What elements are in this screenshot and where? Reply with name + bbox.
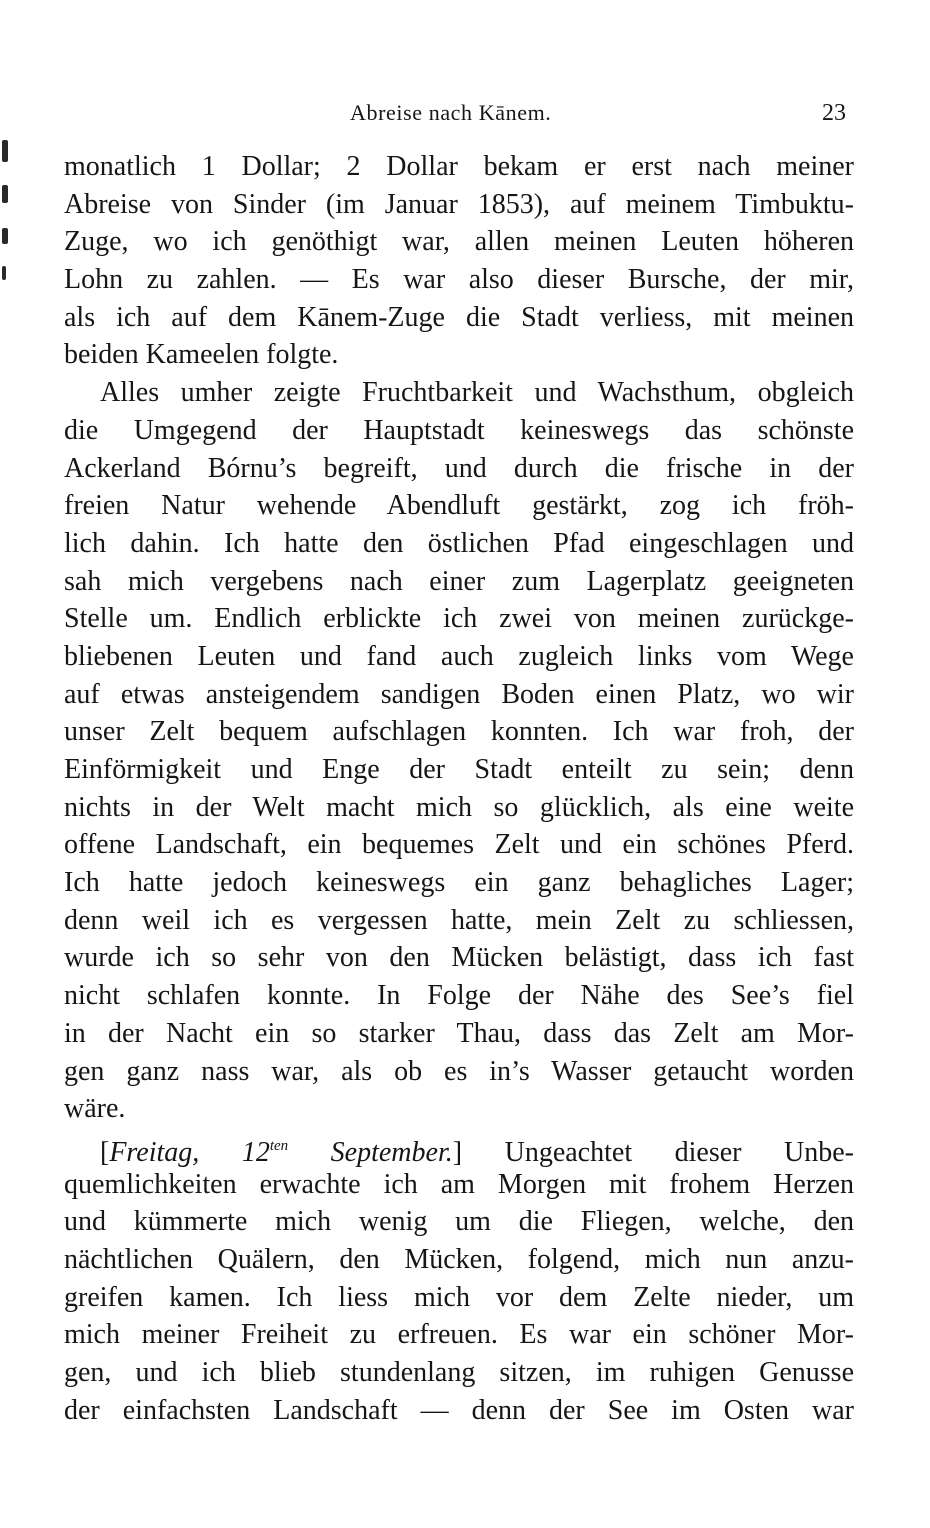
text-line: und kümmerte mich wenig um die Fliegen, welche, den xyxy=(64,1206,854,1238)
text-line: mich meiner Freiheit zu erfreuen. Es war ein schöner Mor- xyxy=(64,1319,854,1351)
text-line: freien Natur wehende Abendluft gestärkt, zog ich fröh- xyxy=(64,490,854,522)
text-line: Stelle um. Endlich erblickte ich zwei von meinen zurückge- xyxy=(64,603,854,635)
text-line: sah mich vergebens nach einer zum Lagerplatz geeigneten xyxy=(64,565,854,597)
scan-margin-mark xyxy=(2,140,8,162)
dateline-num: 12 xyxy=(241,1136,270,1168)
dateline xyxy=(100,1137,462,1168)
bracket-open: [ xyxy=(100,1136,110,1168)
text-line: Abreise von Sinder (im Januar 1853), auf meinem Timbuktu- xyxy=(64,188,854,220)
text-line: Einförmigkeit und Enge der Stadt enteilt zu sein; denn xyxy=(64,754,854,785)
paragraph xyxy=(64,374,854,1128)
text-line: Ackerland Bórnu’s begreift, und durch die frische in der xyxy=(64,452,854,484)
text-line: Lohn zu zahlen. — Es war also dieser Bursche, der mir, xyxy=(64,264,854,296)
text-line: gen ganz nass war, als ob es in’s Wasser getaucht worden xyxy=(64,1055,854,1087)
dateline-suffix: ten xyxy=(269,1137,289,1154)
text-line: nicht schlafen konnte. In Folge der Nähe des See’s fiel xyxy=(64,980,854,1012)
text-line: gen, und ich blieb stundenlang sitzen, im ruhigen Genusse xyxy=(64,1357,854,1388)
text-line: Ich hatte jedoch keineswegs ein ganz behagliches Lager; xyxy=(64,867,854,899)
text-line: der einfachsten Landschaft — denn der See im Osten war xyxy=(64,1394,854,1426)
text-line: nichts in der Welt macht mich so glücklich, als eine weite xyxy=(64,791,854,823)
text-line: bliebenen Leuten und fand auch zugleich links vom Wege xyxy=(64,640,854,672)
text-line: Zuge, wo ich genöthigt war, allen meinen Leuten höheren xyxy=(64,226,854,258)
bracket-close: ] xyxy=(452,1136,463,1168)
dateline-line xyxy=(64,1128,854,1166)
dateline-day: Freitag, xyxy=(109,1136,200,1168)
text-line: greifen kamen. Ich liess mich vor dem Zelte nieder, um xyxy=(64,1281,854,1313)
text-line: in der Nacht ein so starker Thau, dass das Zelt am Mor- xyxy=(64,1017,854,1049)
text-line: lich dahin. Ich hatte den östlichen Pfad eingeschlagen und xyxy=(64,527,854,559)
text-line: Alles umher zeigte Fruchtbarkeit und Wachsthum, obgleich xyxy=(100,377,854,409)
text-line: die Umgegend der Hauptstadt keineswegs das schönste xyxy=(64,414,854,446)
text-line: quemlichkeiten erwachte ich am Morgen mit frohem Herzen xyxy=(64,1168,854,1200)
text-line: offene Landschaft, ein bequemes Zelt und ein schönes Pferd. xyxy=(64,829,854,861)
text-line: beiden Kameelen folgte. xyxy=(64,339,339,371)
scan-margin-mark xyxy=(2,228,8,244)
paragraph xyxy=(64,148,854,374)
page-number: 23 xyxy=(822,100,846,126)
text-line: unser Zelt bequem aufschlagen konnten. Ich war froh, der xyxy=(64,716,854,748)
text-line: wurde ich so sehr von den Mücken belästigt, dass ich fast xyxy=(64,942,854,974)
text-line: wäre. xyxy=(64,1093,126,1125)
text-line: als ich auf dem Kānem-Zuge die Stadt verliess, mit meinen xyxy=(64,301,854,333)
text-line: auf etwas ansteigendem sandigen Boden einen Platz, wo wir xyxy=(64,678,854,710)
body-text xyxy=(64,148,854,1429)
running-head: Abreise nach Kānem. xyxy=(350,100,552,125)
text-line: monatlich 1 Dollar; 2 Dollar bekam er erst nach meiner xyxy=(64,151,854,182)
text-line: nächtlichen Quälern, den Mücken, folgend, mich nun anzu- xyxy=(64,1243,854,1275)
text-fragment: Ungeachtet dieser Unbe- xyxy=(504,1136,854,1168)
scan-margin-mark xyxy=(2,266,6,280)
scan-margin-mark xyxy=(2,185,8,203)
dateline-month: September. xyxy=(330,1136,453,1168)
paragraph xyxy=(64,1128,854,1430)
text-line: denn weil ich es vergessen hatte, mein Zelt zu schliessen, xyxy=(64,904,854,936)
